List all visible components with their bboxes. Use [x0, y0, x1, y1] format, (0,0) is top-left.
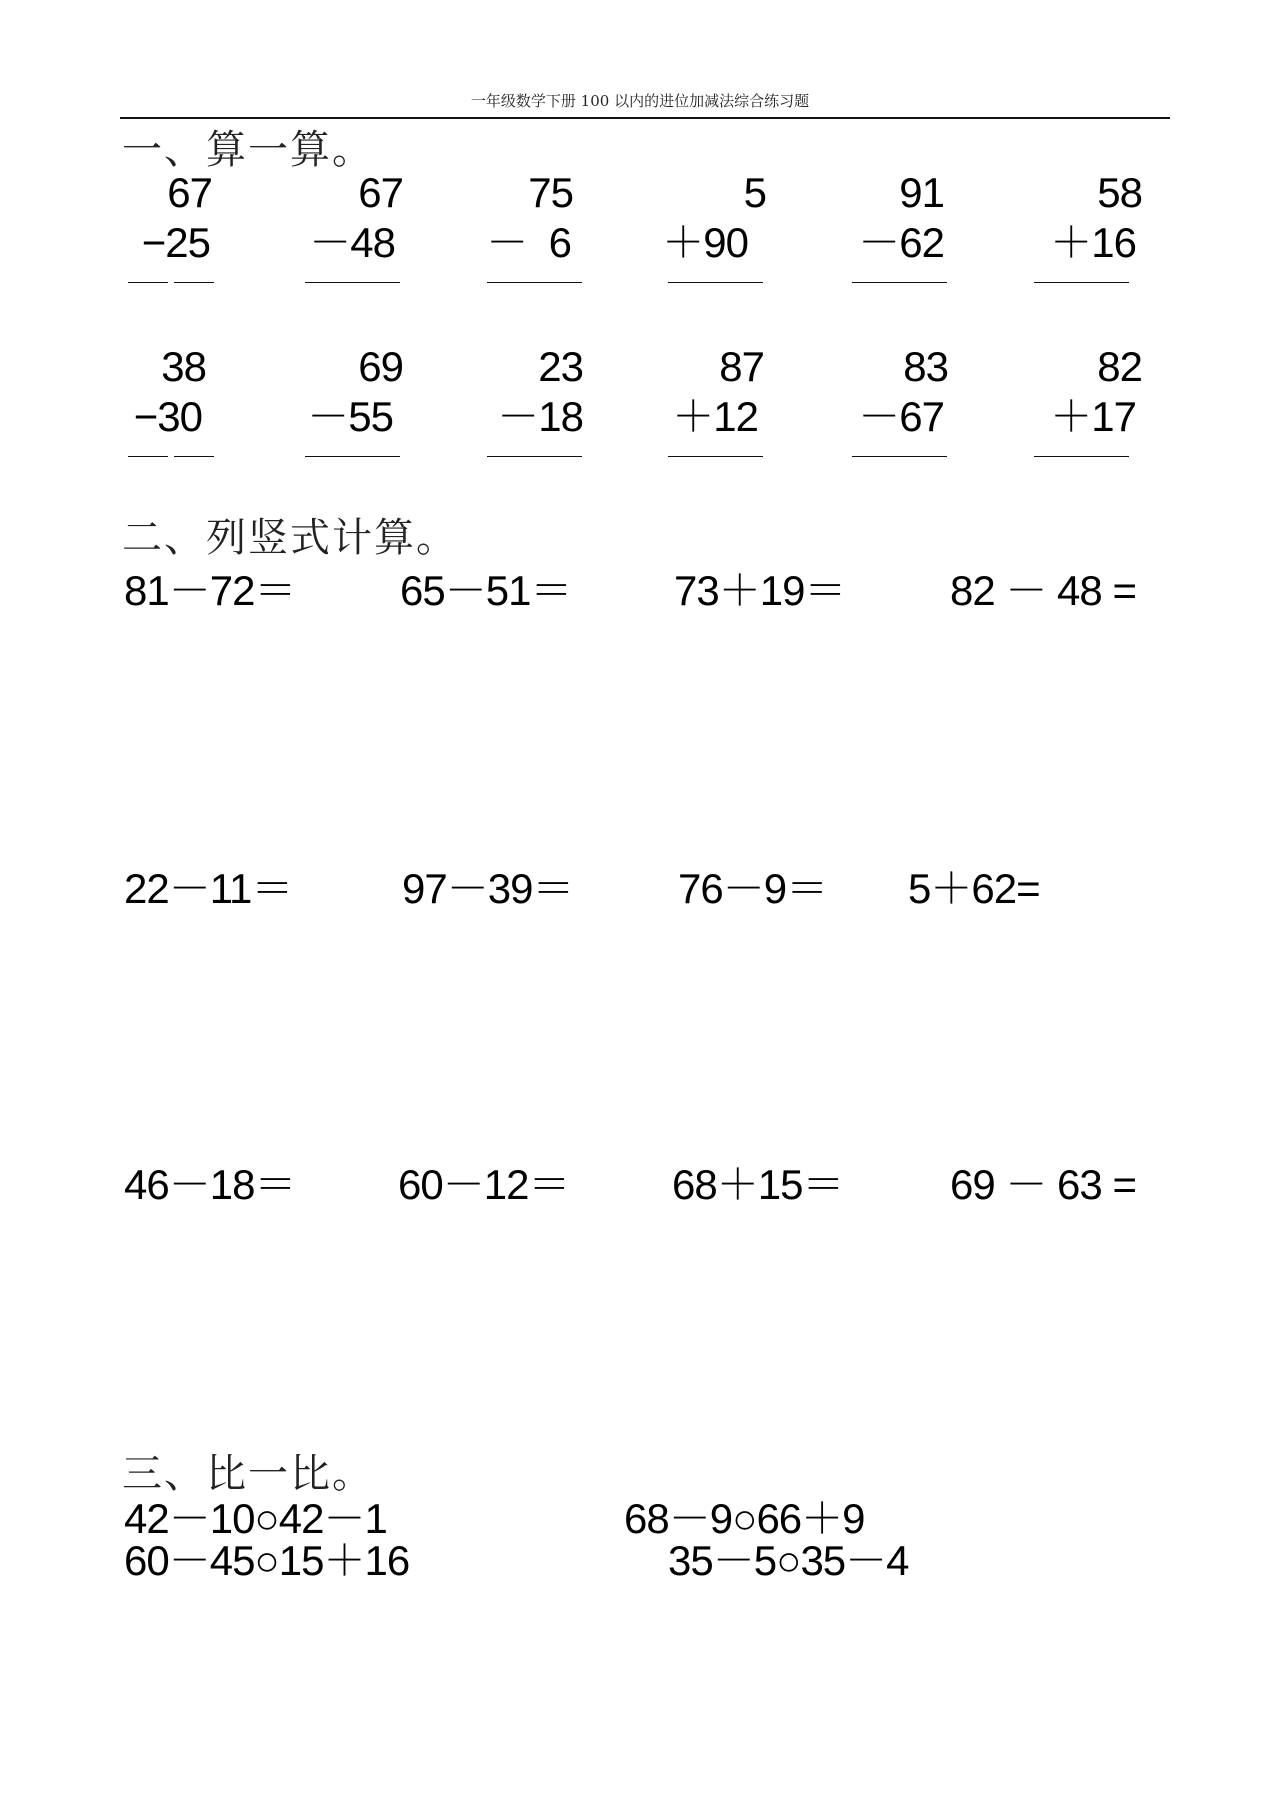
answer-line[interactable]: [668, 456, 763, 457]
vertical-problem-bottom: －62: [858, 219, 944, 266]
vertical-problem-top: 69: [358, 343, 403, 390]
vertical-problem-top: 38: [161, 343, 206, 390]
compare-item: 68－9○66＋9: [624, 1495, 865, 1542]
equation: 46－18＝: [124, 1161, 296, 1208]
vertical-problem-top: 23: [538, 343, 583, 390]
vertical-problem-top: 67: [358, 169, 403, 216]
compare-item: 60－45○15＋16: [124, 1537, 410, 1584]
equation: 82 － 48 =: [950, 567, 1136, 614]
equation: 76－9＝: [678, 865, 828, 912]
section3-title: 三、比一比。: [122, 1451, 374, 1497]
answer-line[interactable]: [1034, 282, 1129, 283]
answer-line[interactable]: [852, 456, 947, 457]
vertical-problem-bottom: ＋12: [672, 393, 758, 440]
equation: 60－12＝: [398, 1161, 570, 1208]
equation: 65－51＝: [400, 567, 572, 614]
compare-item: 42－10○42－1: [124, 1495, 387, 1542]
vertical-problem-top: 83: [903, 343, 948, 390]
answer-line[interactable]: [1034, 456, 1129, 457]
equation: 73＋19＝: [674, 567, 846, 614]
vertical-problem-top: 67: [167, 169, 212, 216]
equation: 5＋62=: [908, 865, 1040, 912]
vertical-problem-bottom: －18: [497, 393, 583, 440]
vertical-problem-bottom: ＋90: [662, 219, 748, 266]
answer-line[interactable]: [668, 282, 763, 283]
vertical-problem-bottom: ＋16: [1050, 219, 1136, 266]
vertical-problem-top: 91: [899, 169, 944, 216]
vertical-problem-bottom: －67: [858, 393, 944, 440]
equation: 97－39＝: [402, 865, 574, 912]
answer-line[interactable]: [487, 456, 582, 457]
equation: 69 － 63 =: [950, 1161, 1136, 1208]
vertical-problem-top: 5: [743, 169, 766, 216]
compare-item: 35－5○35－4: [668, 1537, 909, 1584]
page-header-title: 一年级数学下册 100 以内的进位加减法综合练习题: [470, 92, 810, 110]
answer-line[interactable]: [487, 282, 582, 283]
vertical-problem-bottom: － 6: [486, 219, 571, 266]
vertical-problem-top: 87: [719, 343, 764, 390]
vertical-problem-top: 82: [1097, 343, 1142, 390]
vertical-problem-bottom: −30: [133, 393, 202, 440]
vertical-problem-bottom: －48: [309, 219, 395, 266]
equation: 68＋15＝: [672, 1161, 844, 1208]
vertical-problem-bottom: ＋17: [1050, 393, 1136, 440]
equation: 81－72＝: [124, 567, 296, 614]
answer-line[interactable]: [305, 282, 400, 283]
equation: 22－11＝: [124, 865, 293, 912]
answer-line[interactable]: [852, 282, 947, 283]
section1-title: 一、算一算。: [122, 127, 374, 173]
vertical-problem-top: 75: [528, 169, 573, 216]
header-rule: [120, 117, 1170, 119]
vertical-problem-bottom: －55: [307, 393, 393, 440]
section2-title: 二、列竖式计算。: [122, 515, 458, 561]
vertical-problem-top: 58: [1097, 169, 1142, 216]
vertical-problem-bottom: −25: [141, 219, 210, 266]
answer-line[interactable]: [305, 456, 400, 457]
